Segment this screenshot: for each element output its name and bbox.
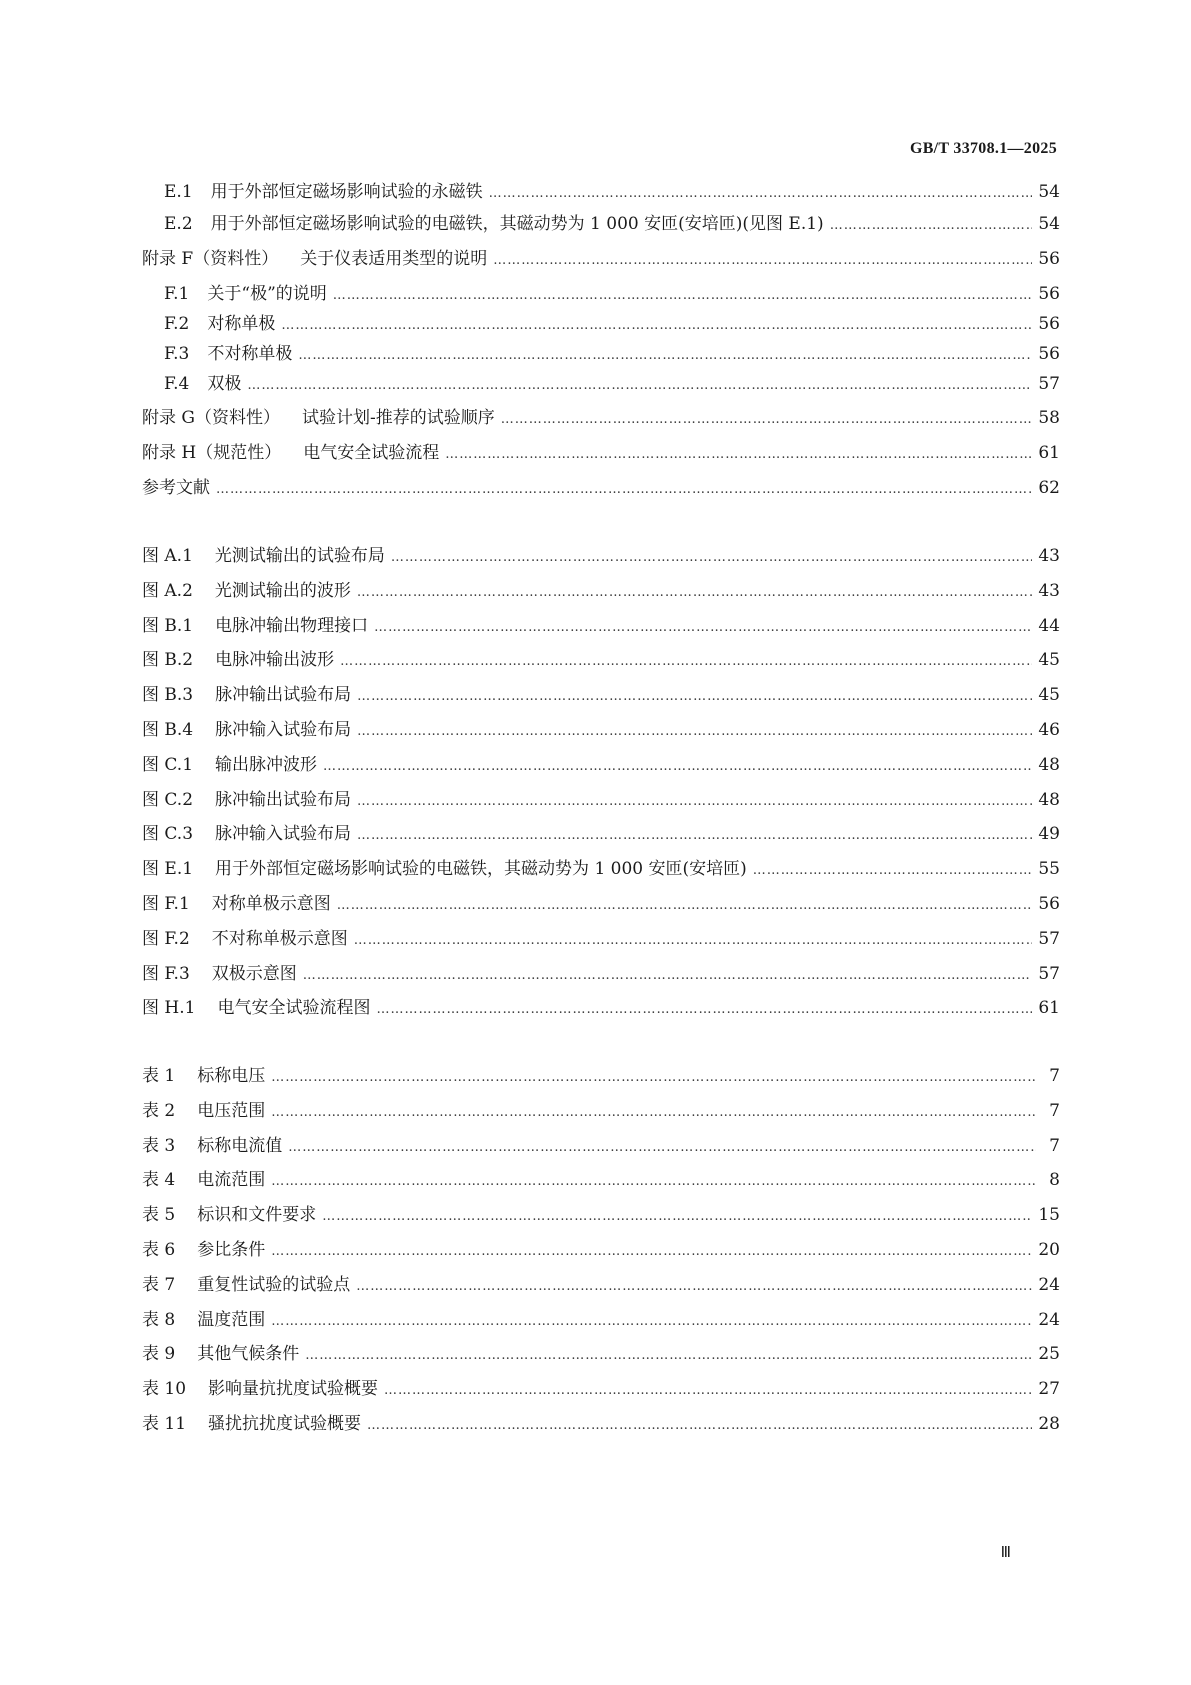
toc-entry-title: 脉冲输出试验布局 [215,685,352,705]
toc-entry-page: 25 [1038,1344,1060,1364]
toc-entry-page: 49 [1038,824,1060,844]
toc-entry-label: 图 C.1 [142,755,194,775]
toc-entry[interactable] [142,1168,1060,1192]
toc-entry-page: 48 [1038,755,1060,775]
toc-entry-title: 标识和文件要求 [197,1205,317,1225]
dot-leader [367,1414,1032,1438]
toc-entry-page: 56 [1038,894,1060,914]
dot-leader [271,1170,1036,1194]
standard-code-header: GB/T 33708.1—2025 [909,140,1057,157]
toc-entry-page: 57 [1038,964,1060,984]
dot-leader [271,1066,1036,1090]
dot-leader [322,1205,1032,1229]
toc-entry-page: 7 [1049,1066,1060,1086]
toc-entry[interactable] [142,1238,1060,1262]
dot-leader [357,581,1032,605]
toc-entry-label: 附录 H（规范性） [142,443,282,463]
toc-entry-page: 48 [1038,790,1060,810]
dot-leader [830,214,1033,238]
toc-entry[interactable] [142,1342,1060,1366]
toc-entry-label: F.4 [164,374,190,394]
toc-entry-title: 温度范围 [197,1310,266,1330]
toc-entry[interactable] [142,1134,1060,1158]
dot-leader [340,650,1032,674]
toc-entry-page: 46 [1038,720,1060,740]
toc-entry-title: 标称电压 [197,1066,266,1086]
toc-entry-title: 脉冲输入试验布局 [215,824,352,844]
toc-entry-page: 56 [1038,284,1060,304]
toc-entry-page: 27 [1038,1379,1060,1399]
dot-leader [374,616,1032,640]
toc-entry-label: 图 C.2 [142,790,194,810]
dot-leader [271,1101,1036,1125]
toc-entry-label: 表 6 [142,1240,176,1260]
toc-entry-label: 参考文献 [142,478,210,498]
toc-entry-page: 28 [1038,1414,1060,1434]
toc-entry-page: 7 [1049,1136,1060,1156]
dot-leader [281,314,1032,338]
toc-entry[interactable] [142,1412,1060,1436]
toc-entry[interactable] [142,892,1060,916]
toc-entry-label: 图 A.1 [142,546,193,566]
toc-entry[interactable] [142,1099,1060,1123]
toc-entry-title: 电流范围 [197,1170,266,1190]
toc-entry-title: 试验计划-推荐的试验顺序 [301,408,495,428]
toc-entry[interactable] [142,996,1060,1020]
dot-leader [323,755,1032,779]
toc-entry[interactable] [142,544,1060,568]
page-number: Ⅲ [1000,1543,1011,1561]
toc-entry-label: 表 2 [142,1101,176,1121]
dot-leader [489,182,1033,206]
toc-entry-label: 图 A.2 [142,581,193,601]
toc-entry[interactable] [164,312,1060,336]
toc-entry[interactable] [142,247,1060,271]
toc-entry[interactable] [142,927,1060,951]
dot-leader [333,284,1033,308]
toc-entry-page: 8 [1049,1170,1060,1190]
dot-leader [357,824,1032,848]
toc-entry[interactable] [164,282,1060,306]
dot-leader [271,1310,1032,1334]
toc-entry-page: 58 [1038,408,1060,428]
toc-entry[interactable] [142,441,1060,465]
toc-entry-title: 其他气候条件 [197,1344,300,1364]
dot-leader [216,478,1032,502]
dot-leader [384,1379,1032,1403]
toc-entry-title: 用于外部恒定磁场影响试验的电磁铁，其磁动势为 1 000 安匝(安培匝) [215,859,747,879]
toc-entry-page: 43 [1038,546,1060,566]
toc-entry[interactable] [142,1203,1060,1227]
toc-entry-title: 对称单极示意图 [211,894,331,914]
toc-entry-page: 20 [1038,1240,1060,1260]
toc-entry-page: 55 [1038,859,1060,879]
dot-leader [288,1136,1036,1160]
dot-leader [445,443,1032,467]
toc-entry-label: F.2 [164,314,190,334]
toc-entry-label: E.1 [164,182,193,202]
toc-entry-title: 输出脉冲波形 [215,755,318,775]
toc-entry-title: 双极示意图 [211,964,297,984]
toc-entry[interactable] [142,1377,1060,1401]
toc-entry-title: 光测试输出的波形 [214,581,351,601]
toc-entry-label: 附录 G（资料性） [142,408,280,428]
toc-entry[interactable] [142,579,1060,603]
dot-leader [354,929,1033,953]
toc-entry[interactable] [142,614,1060,638]
toc-entry-title: 电气安全试验流程图 [217,998,371,1018]
dot-leader [271,1240,1032,1264]
toc-entry-label: 表 1 [142,1066,176,1086]
toc-entry-title: 电脉冲输出物理接口 [215,616,369,636]
toc-entry[interactable] [142,718,1060,742]
toc-entry-title: 重复性试验的试验点 [197,1275,351,1295]
toc-entry-title: 用于外部恒定磁场影响试验的永磁铁 [210,182,483,202]
toc-entry-title: 关于“极”的说明 [207,284,327,304]
toc-entry-label: 图 B.4 [142,720,194,740]
toc-entry-label: 表 3 [142,1136,176,1156]
toc-entry[interactable] [142,1308,1060,1332]
toc-entry[interactable] [142,857,1060,881]
toc-entry-page: 44 [1038,616,1060,636]
toc-entry-label: 图 F.2 [142,929,190,949]
toc-entry-page: 7 [1049,1101,1060,1121]
toc-entry-title: 双极 [207,374,242,394]
toc-entry-label: 表 11 [142,1414,187,1434]
toc-entry-label: 表 4 [142,1170,176,1190]
dot-leader [298,344,1032,368]
toc-entry-label: 图 B.3 [142,685,194,705]
toc-entry-label: F.3 [164,344,190,364]
toc-entry[interactable] [142,476,1060,500]
dot-leader [391,546,1032,570]
toc-entry[interactable] [142,648,1060,672]
toc-entry-page: 24 [1038,1310,1060,1330]
dot-leader [337,894,1033,918]
toc-entry-title: 脉冲输入试验布局 [215,720,352,740]
toc-entry-label: 图 B.1 [142,616,194,636]
toc-entry[interactable] [164,180,1060,204]
toc-entry-page: 56 [1038,344,1060,364]
toc-entry-page: 45 [1038,685,1060,705]
toc-entry-page: 43 [1038,581,1060,601]
dot-leader [493,249,1032,273]
dot-leader [357,685,1032,709]
toc-entry-page: 15 [1038,1205,1060,1225]
toc-entry-page: 57 [1038,929,1060,949]
dot-leader [501,408,1033,432]
dot-leader [247,374,1032,398]
toc-entry-label: 表 7 [142,1275,176,1295]
toc-entry-title: 骚扰抗扰度试验概要 [208,1414,362,1434]
toc-entry-label: 表 5 [142,1205,176,1225]
toc-entry[interactable] [142,683,1060,707]
toc-entry-page: 61 [1038,998,1060,1018]
toc-entry[interactable] [142,1064,1060,1088]
toc-entry-page: 24 [1038,1275,1060,1295]
toc-entry-title: 光测试输出的试验布局 [214,546,385,566]
toc-entry-page: 45 [1038,650,1060,670]
toc-entry-label: 表 9 [142,1344,176,1364]
toc-entry-label: 图 F.1 [142,894,190,914]
toc-entry[interactable] [142,788,1060,812]
toc-entry-title: 对称单极 [207,314,276,334]
toc-entry[interactable] [164,342,1060,366]
toc-entry-title: 用于外部恒定磁场影响试验的电磁铁，其磁动势为 1 000 安匝(安培匝)(见图 E.1) [210,214,824,234]
toc-entry[interactable] [142,822,1060,846]
toc-entry-page: 57 [1038,374,1060,394]
toc-entry-title: 不对称单极示意图 [211,929,348,949]
toc-entry-label: F.1 [164,284,190,304]
toc-entry-label: 表 10 [142,1379,187,1399]
toc-entry[interactable] [164,212,1060,236]
toc-entry-title: 电脉冲输出波形 [215,650,335,670]
toc-entry[interactable] [142,753,1060,777]
toc-entry-title: 电压范围 [197,1101,266,1121]
dot-leader [357,790,1032,814]
toc-entry-page: 62 [1038,478,1060,498]
dot-leader [357,720,1032,744]
toc-entry-title: 脉冲输出试验布局 [215,790,352,810]
toc-entry[interactable] [142,962,1060,986]
toc-entry-label: 图 F.3 [142,964,190,984]
toc-entry-label: 图 C.3 [142,824,194,844]
toc-entry-page: 56 [1038,314,1060,334]
toc-entry[interactable] [142,406,1060,430]
toc-entry-label: 附录 F（资料性） [142,249,279,269]
toc-entry-page: 56 [1038,249,1060,269]
dot-leader [356,1275,1032,1299]
dot-leader [303,964,1033,988]
dot-leader [753,859,1033,883]
toc-entry-title: 影响量抗扰度试验概要 [208,1379,379,1399]
toc-entry-title: 参比条件 [197,1240,266,1260]
toc-entry-label: 图 B.2 [142,650,194,670]
toc-entry-label: E.2 [164,214,193,234]
toc-entry-label: 图 E.1 [142,859,194,879]
toc-entry-page: 61 [1038,443,1060,463]
toc-entry-label: 图 H.1 [142,998,196,1018]
toc-entry[interactable] [142,1273,1060,1297]
toc-entry[interactable] [164,372,1060,396]
toc-entry-page: 54 [1038,214,1060,234]
toc-entry-label: 表 8 [142,1310,176,1330]
toc-entry-page: 54 [1038,182,1060,202]
toc-entry-title: 不对称单极 [207,344,293,364]
toc-entry-title: 电气安全试验流程 [303,443,440,463]
dot-leader [376,998,1032,1022]
toc-entry-title: 关于仪表适用类型的说明 [300,249,488,269]
dot-leader [305,1344,1032,1368]
toc-entry-title: 标称电流值 [197,1136,283,1156]
